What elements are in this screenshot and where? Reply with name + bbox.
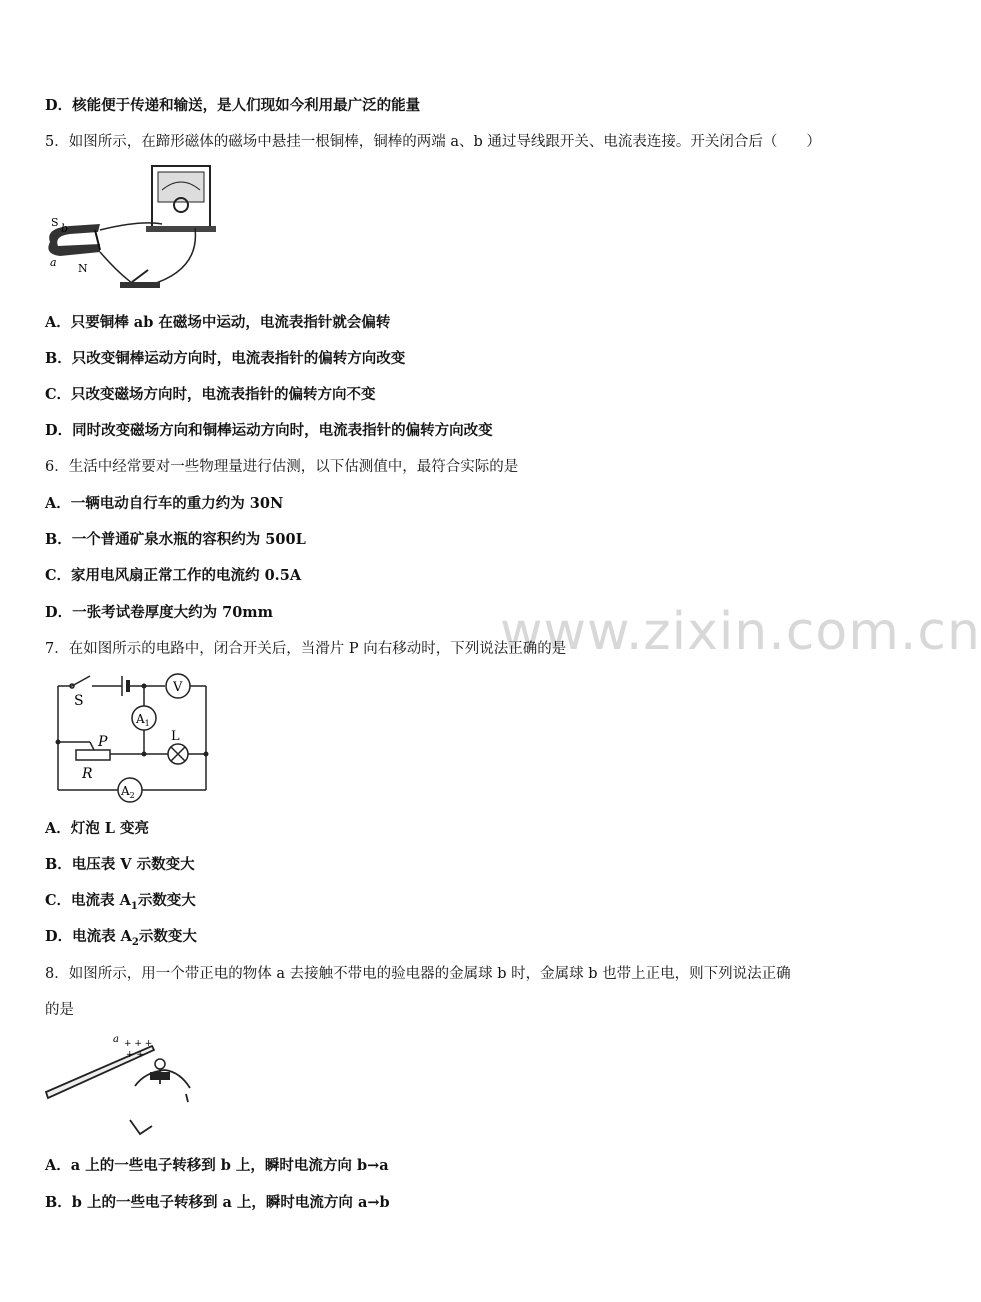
q6-option-d: D．一张考试卷厚度大约为 70mm	[45, 604, 273, 621]
fig8-plus-bottom: + +	[126, 1050, 144, 1060]
q5-option-a: A．只要铜棒 ab 在磁场中运动，电流表指针就会偏转	[45, 314, 391, 331]
q8-stem-line2: 的是	[45, 1002, 74, 1018]
figure-q7-circuit	[50, 668, 215, 808]
q6-stem: 6．生活中经常要对一些物理量进行估测，以下估测值中，最符合实际的是	[45, 459, 519, 475]
q6-option-b: B．一个普通矿泉水瓶的容积约为 500L	[45, 531, 306, 548]
q7-option-a: A．灯泡 L 变亮	[45, 820, 150, 837]
q7-option-b: B．电压表 V 示数变大	[45, 856, 195, 873]
fig8-plus-top: + + +	[124, 1039, 153, 1049]
q6-option-a: A．一辆电动自行车的重力约为 30N	[45, 495, 284, 512]
q7-option-d: D．电流表 $A_2$示数变大	[45, 928, 197, 948]
q8-option-b: B．b 上的一些电子转移到 a 上，瞬时电流方向 a→b	[45, 1194, 390, 1211]
watermark: www.zixin.com.cn	[500, 602, 981, 662]
q5-option-b: B．只改变铜棒运动方向时，电流表指针的偏转方向改变	[45, 350, 406, 367]
fig7-label-p: P	[98, 734, 108, 750]
fig7-label-s: S	[74, 693, 84, 709]
fig5-label-s: S	[51, 216, 59, 229]
q7-option-c: C．电流表 $A_1$示数变大	[45, 892, 196, 912]
figure-q8-electroscope	[40, 1030, 200, 1145]
q8-stem-line1: 8．如图所示，用一个带正电的物体 a 去接触不带电的验电器的金属球 b 时，金属球 b 也带上正电，则下列说法正确	[45, 966, 791, 982]
q8-option-a: A．a 上的一些电子转移到 b 上，瞬时电流方向 b→a	[45, 1157, 389, 1174]
fig7-label-l: L	[171, 729, 180, 744]
fig7-label-r: R	[82, 766, 93, 782]
q5-option-d: D．同时改变磁场方向和铜棒运动方向时，电流表指针的偏转方向改变	[45, 422, 493, 439]
q5-stem: 5．如图所示，在蹄形磁体的磁场中悬挂一根铜棒，铜棒的两端 a、b 通过导线跟开关、电流表连接。开关闭合后（ ）	[45, 134, 821, 150]
fig7-label-a2: $A_2$	[121, 784, 135, 800]
q5-option-c: C．只改变磁场方向时，电流表指针的偏转方向不变	[45, 386, 376, 403]
q6-option-c: C．家用电风扇正常工作的电流约 0.5A	[45, 567, 302, 584]
fig5-label-n: N	[78, 262, 88, 275]
fig8-label-a: a	[113, 1034, 119, 1045]
fig7-label-a1: $A_1$	[136, 712, 150, 728]
fig5-label-b: b	[61, 222, 69, 235]
fig5-label-a: a	[50, 256, 57, 269]
fig7-label-v: V	[173, 680, 183, 695]
figure-q5-magnet-galvanometer	[40, 160, 220, 300]
q7-stem: 7．在如图所示的电路中，闭合开关后，当滑片 P 向右移动时，下列说法正确的是	[45, 641, 567, 657]
q4-option-d: D．核能便于传递和输送，是人们现如今利用最广泛的能量	[45, 97, 421, 114]
